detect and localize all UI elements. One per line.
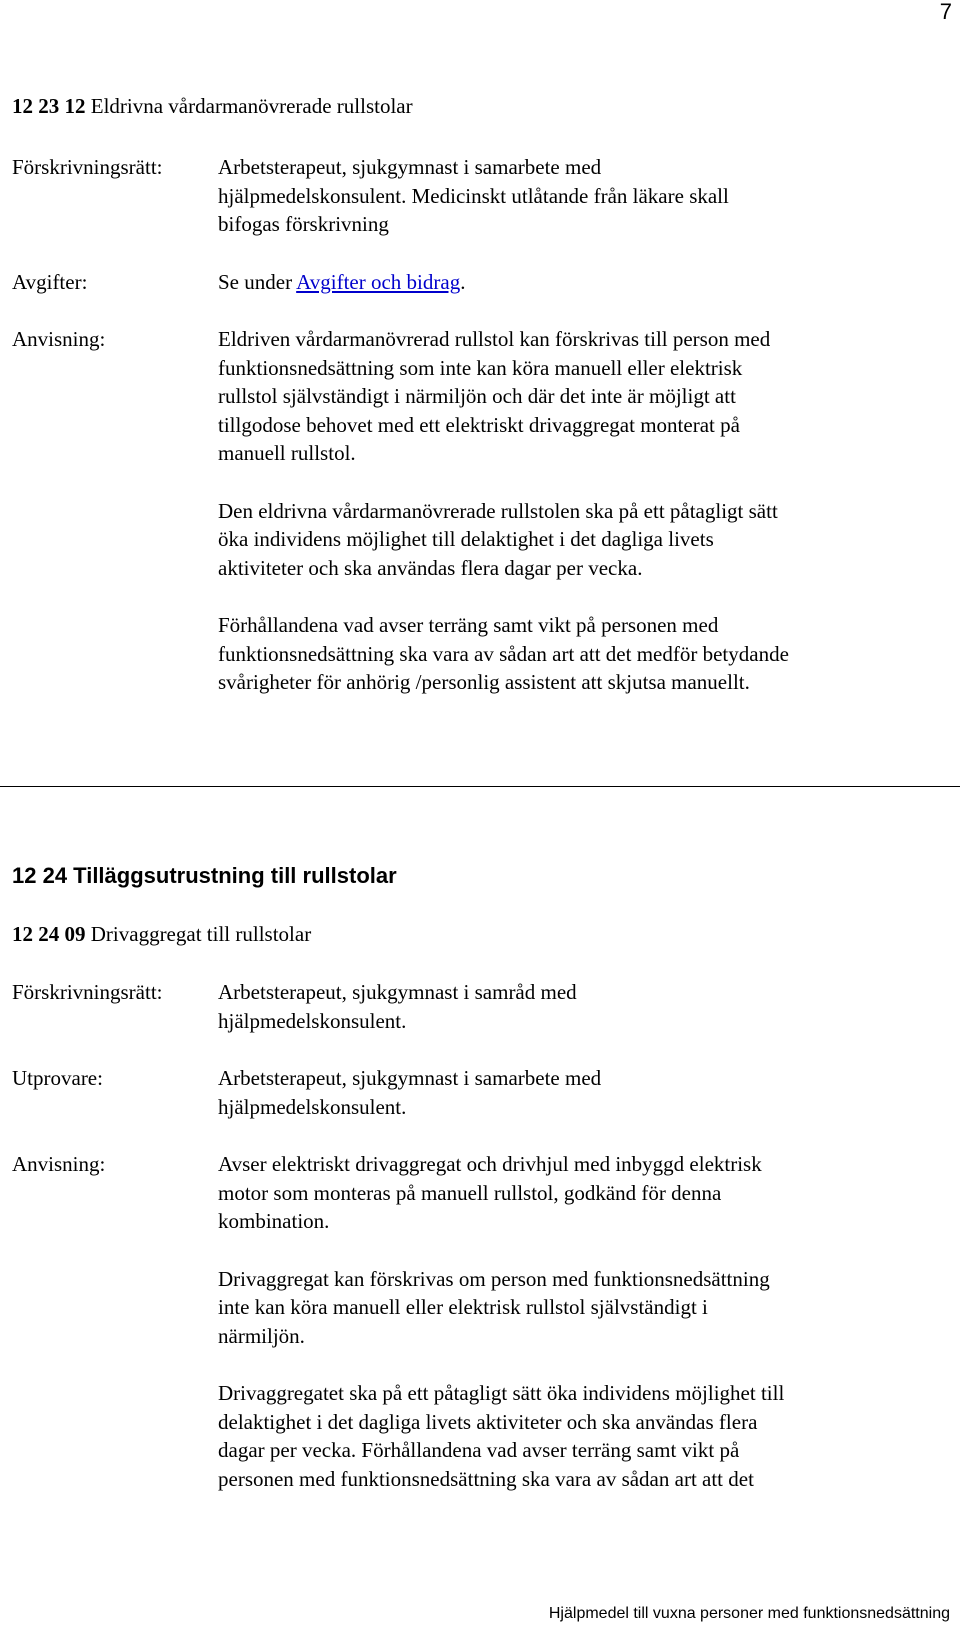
anvisning-label-2: Anvisning:	[12, 1152, 106, 1176]
anvisning-paragraph: Drivaggregat kan förskrivas om person med funktionsnedsättning inte kan köra manuell eller elektrisk rullstol självständigt i närmiljön.	[218, 1266, 770, 1348]
avgifter-value	[218, 268, 818, 297]
page-footer: Hjälpmedel till vuxna personer med funktionsnedsättning	[548, 1605, 950, 1622]
forskrivningsratt-value: Arbetsterapeut, sjukgymnast i samarbete med hjälpmedelskonsulent. Medicinskt utlåtande från läkare skall bifogas förskrivning	[218, 155, 729, 236]
anvisning-paragraph: Avser elektriskt drivaggregat och drivhjul med inbyggd elektrisk motor som monteras på manuell rullstol, godkänd för denna kombination.	[218, 1152, 762, 1233]
utprovare-value: Arbetsterapeut, sjukgymnast i samarbete med hjälpmedelskonsulent.	[218, 1066, 602, 1119]
forskrivningsratt-value-2: Arbetsterapeut, sjukgymnast i samråd med hjälpmedelskonsulent.	[218, 980, 577, 1033]
section2-sub-title: Drivaggregat till rullstolar	[90, 922, 312, 946]
anvisning-text-2	[218, 1150, 788, 1493]
anvisning-label: Anvisning:	[12, 327, 106, 351]
section1-heading	[12, 92, 413, 121]
section-divider	[0, 786, 960, 787]
anvisning-paragraph: Förhållandena vad avser terräng samt vikt på personen med funktionsnedsättning ska vara av sådan art att det medför betydande svårigheter för anhörig /personlig assistent att skjutsa manuellt.	[218, 613, 789, 694]
anvisning-paragraph: Eldriven vårdarmanövrerad rullstol kan förskrivas till person med funktionsnedsättning som inte kan köra manuell eller elektrisk rullstol självständigt i närmiljön och där det inte är möjligt att tillgodose behovet med ett elektriskt drivaggregat monterat på manuell rullstol.	[218, 327, 771, 465]
section2-subheading	[12, 920, 311, 949]
utprovare-label: Utprovare:	[12, 1066, 103, 1090]
avgifter-prefix: Se under	[218, 270, 297, 294]
forskrivningsratt-label: Förskrivningsrätt:	[12, 155, 163, 179]
avgifter-label: Avgifter:	[12, 270, 88, 294]
section2-heading: 12 24 Tilläggsutrustning till rullstolar	[12, 863, 397, 888]
section1-title: Eldrivna vårdarmanövrerade rullstolar	[90, 94, 413, 118]
anvisning-text	[218, 325, 793, 697]
anvisning-paragraph: Den eldrivna vårdarmanövrerade rullstolen ska på ett påtagligt sätt öka individens möjlighet till delaktighet i det dagliga livets aktiviteter och ska användas flera dagar per vecka.	[218, 498, 778, 580]
avgifter-och-bidrag-link[interactable]: Avgifter och bidrag	[296, 270, 461, 294]
section2-sub-code: 12 24 09	[12, 922, 86, 946]
forskrivningsratt-label-2: Förskrivningsrätt:	[12, 980, 163, 1004]
avgifter-suffix: .	[460, 270, 466, 294]
section1-code: 12 23 12	[12, 94, 86, 118]
page-number: 7	[939, 0, 952, 24]
anvisning-paragraph: Drivaggregatet ska på ett påtagligt sätt öka individens möjlighet till delaktighet i det dagliga livets aktiviteter och ska användas flera dagar per vecka. Förhållandena vad avser terräng samt vikt på personen med funktionsnedsättning ska vara av sådan art att det	[218, 1381, 785, 1491]
